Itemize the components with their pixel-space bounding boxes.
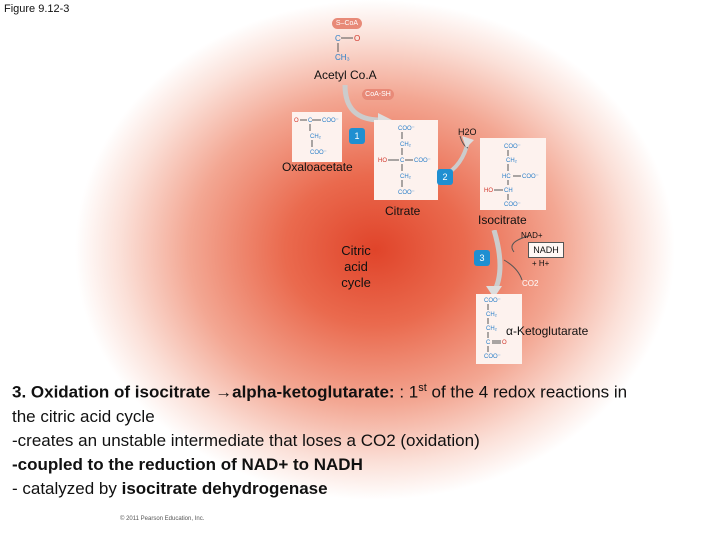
caption-sup: st [418,382,427,394]
h-plus-label: + H+ [532,259,550,268]
svg-text:O: O [502,340,507,346]
coa-sh-pill: CoA-SH [362,89,394,100]
svg-text:CH₂: CH₂ [400,142,411,148]
caption-line-5-bold: isocitrate dehydrogenase [121,478,328,498]
caption-line-1 [12,376,702,405]
caption-rest-a: : 1 [394,382,419,402]
acetyl-coa-structure [325,30,370,65]
step-3-badge: 3 [474,250,490,266]
s-coa-pill: S–CoA [332,18,362,29]
svg-text:COO⁻: COO⁻ [484,298,501,304]
nadh-label: NADH [528,242,564,258]
caption-line-3: -creates an unstable intermediate that loses a CO2 (oxidation) [12,430,480,450]
caption-arrow: → [215,382,233,402]
svg-text:C: C [400,158,405,164]
citrate-label: Citrate [385,204,421,218]
step-1-badge: 1 [349,128,365,144]
h2o-label: H2O [458,127,477,137]
alpha-ketoglutarate-text: -Ketoglutarate [512,324,589,338]
svg-text:HC: HC [502,174,511,180]
svg-text:COO⁻: COO⁻ [504,202,521,208]
citric-acid-cycle-label [328,243,384,291]
svg-text:CH₃: CH₃ [335,53,350,62]
oxaloacetate-structure [292,112,344,164]
cycle-line-2: acid [344,259,368,274]
alpha-ketoglutarate-label [506,324,588,338]
acetyl-coa-label: Acetyl Co.A [314,68,377,82]
svg-text:HO: HO [484,188,493,194]
caption-line-2: the citric acid cycle [12,406,155,426]
svg-text:CH₂: CH₂ [310,134,321,140]
caption [12,376,702,501]
citrate-structure [374,120,440,202]
nad-plus-label: NAD+ [521,231,543,240]
co2-label: CO2 [522,279,539,288]
svg-text:COO⁻: COO⁻ [484,354,501,360]
caption-line-4: -coupled to the reduction of NAD+ to NADH [12,454,363,474]
svg-text:COO⁻: COO⁻ [322,118,339,124]
svg-text:CH₂: CH₂ [486,326,497,332]
copyright: © 2011 Pearson Education, Inc. [120,516,205,522]
svg-text:CH₂: CH₂ [400,174,411,180]
svg-text:C: C [335,34,341,43]
figure-label: Figure 9.12-3 [4,3,70,15]
svg-text:O: O [354,34,361,43]
svg-text:C: C [308,118,313,124]
svg-text:COO⁻: COO⁻ [522,174,539,180]
oxaloacetate-label: Oxaloacetate [282,160,353,174]
svg-text:CH₂: CH₂ [506,158,517,164]
caption-title-a: 3. Oxidation of isocitrate [12,382,216,402]
svg-text:COO⁻: COO⁻ [310,150,327,156]
svg-text:COO⁻: COO⁻ [414,158,431,164]
caption-line-5 [12,477,702,501]
isocitrate-label: Isocitrate [478,213,527,227]
alpha-symbol: α [506,324,513,338]
svg-text:CH: CH [504,188,513,194]
svg-text:C: C [486,340,491,346]
cycle-line-3: cycle [341,275,371,290]
svg-text:CH₂: CH₂ [486,312,497,318]
caption-rest-b: of the 4 redox reactions in [426,382,628,402]
cycle-line-1: Citric [341,243,371,258]
caption-line-5-a: - catalyzed by [12,478,122,498]
svg-text:HO: HO [378,158,387,164]
svg-text:O: O [294,118,299,124]
step-2-badge: 2 [437,169,453,185]
isocitrate-structure [480,138,548,212]
svg-text:COO⁻: COO⁻ [398,190,415,196]
caption-title-b: alpha-ketoglutarate: [232,382,395,402]
svg-text:COO⁻: COO⁻ [398,126,415,132]
svg-text:COO⁻: COO⁻ [504,144,521,150]
